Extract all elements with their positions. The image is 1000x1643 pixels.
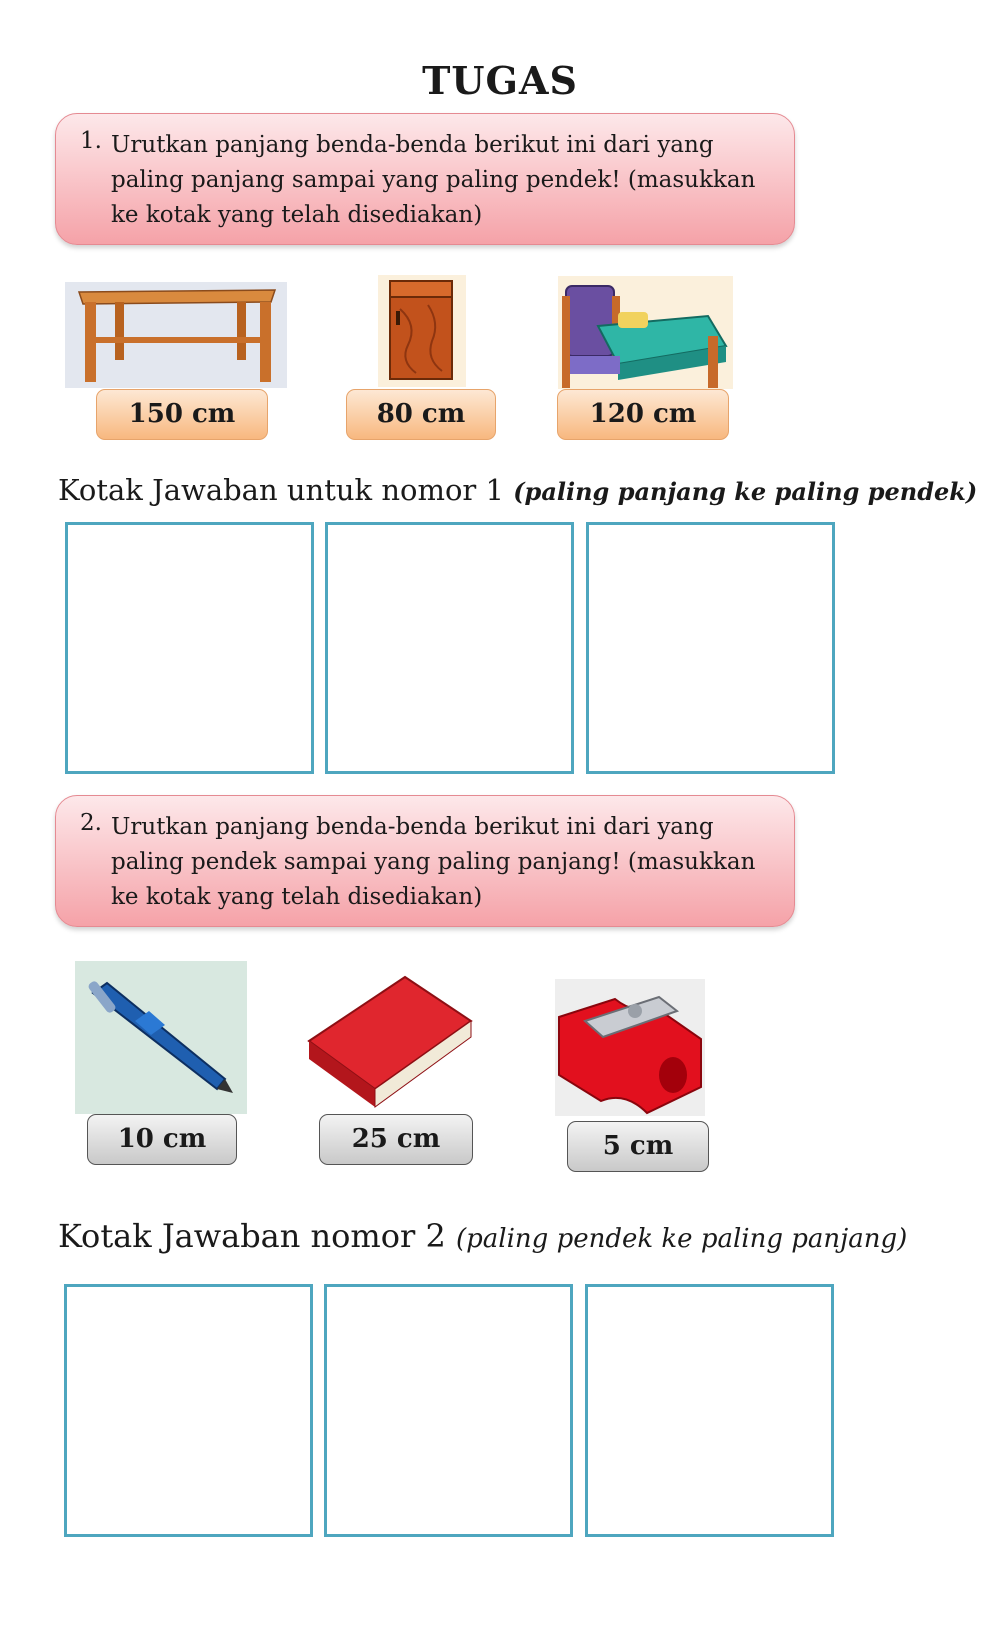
answer-heading-1-text: Kotak Jawaban untuk nomor 1 [58,473,504,507]
question-1-number: 1. [80,128,102,154]
bed-picture[interactable] [558,276,733,389]
answer-heading-1 [58,473,977,507]
answer-box-1-3[interactable] [586,522,835,774]
book-picture[interactable] [305,971,475,1109]
answer-box-1-2[interactable] [325,522,574,774]
length-label-table: 150 cm [96,389,268,440]
page-title: TUGAS [422,58,578,103]
length-label-pen: 10 cm [87,1114,237,1165]
sharpener-picture[interactable] [555,979,705,1116]
table-picture[interactable] [65,282,287,388]
question-2-number: 2. [80,810,102,836]
cabinet-picture[interactable] [378,275,466,387]
question-2-box [55,795,795,927]
answer-box-1-1[interactable] [65,522,314,774]
question-2-text: Urutkan panjang benda-benda berikut ini dari yang paling pendek sampai yang paling panjang! (masukkan ke kotak yang telah disediakan) [111,814,756,910]
answer-box-2-1[interactable] [64,1284,313,1537]
answer-box-2-2[interactable] [324,1284,573,1537]
length-label-bed: 120 cm [557,389,729,440]
pen-picture[interactable] [75,961,247,1114]
answer-hint-1: (paling panjang ke paling pendek) [513,477,978,506]
question-1-box [55,113,795,245]
length-label-book: 25 cm [319,1114,473,1165]
answer-heading-2-text: Kotak Jawaban nomor 2 [58,1217,446,1255]
question-1-text: Urutkan panjang benda-benda berikut ini dari yang paling panjang sampai yang paling pendek! (masukkan ke kotak yang telah disediakan) [111,132,756,228]
length-label-cabinet: 80 cm [346,389,496,440]
length-label-sharpener: 5 cm [567,1121,709,1172]
answer-heading-2 [58,1217,907,1255]
answer-box-2-3[interactable] [585,1284,834,1537]
answer-hint-2: (paling pendek ke paling panjang) [456,1224,908,1254]
